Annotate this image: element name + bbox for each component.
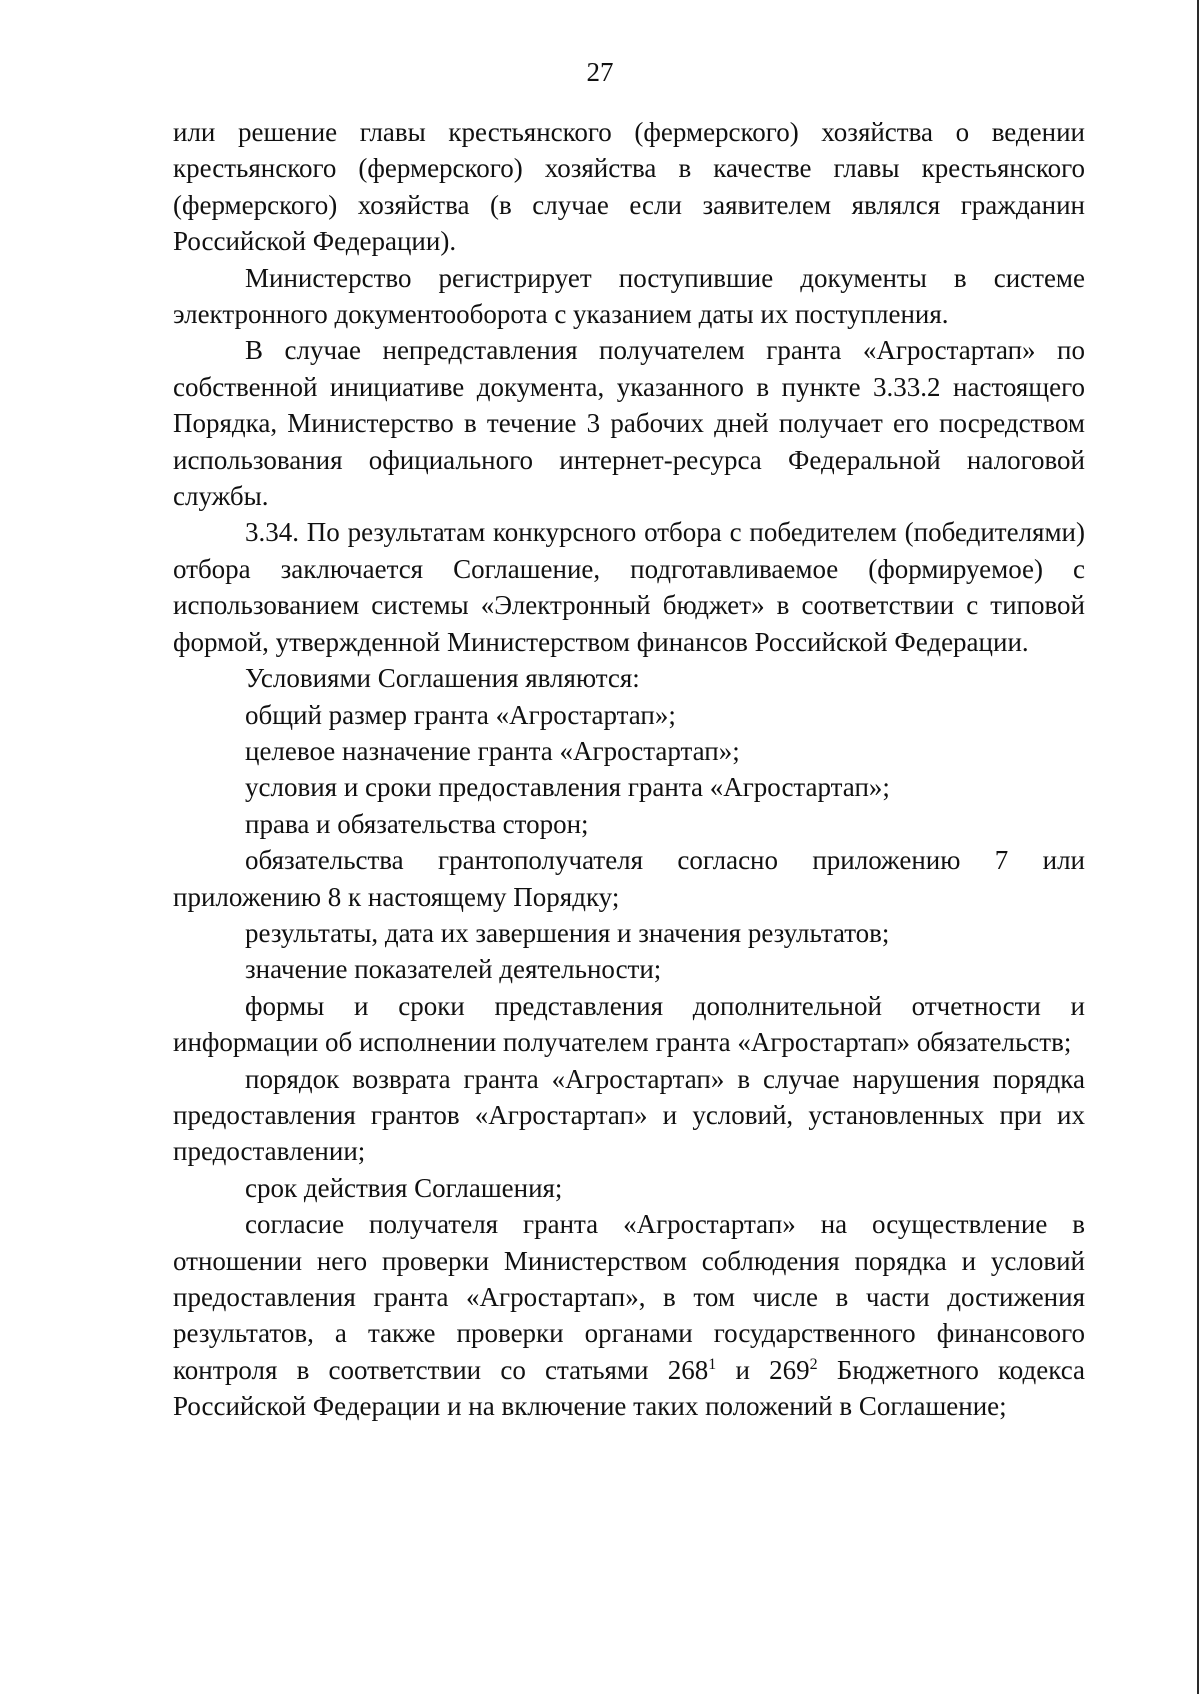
paragraph-document-request: В случае непредставления получателем гранта «Агростартап» по собственной инициативе документа, указанного в пункте 3.33.2 настоящего Порядка, Министерство в течение 3 рабочих дней получает его посредством использования официального интернет-ресурса Федеральной налоговой службы.: [173, 335, 1085, 512]
paragraph-application-decision: или решение главы крестьянского (фермерского) хозяйства о ведении крестьянского (фермерского) хозяйства в качестве главы крестьянского (фермерского) хозяйства (в случае если заявителем являлся гражданин Российской Федерации).: [173, 117, 1085, 257]
list-item-reporting-forms: формы и сроки представления дополнительной отчетности и информации об исполнении получателем гранта «Агростартап» обязательств;: [173, 990, 1085, 1058]
superscript-2: 2: [809, 1355, 818, 1373]
document-body: [173, 114, 1085, 1425]
inspection-consent-text-2: и 269: [716, 1354, 810, 1385]
superscript-1: 1: [708, 1355, 717, 1373]
paragraph-registration: Министерство регистрирует поступившие документы в системе электронного документооборота с указанием даты их поступления.: [173, 262, 1085, 330]
list-item-inspection-consent: [173, 1206, 1085, 1424]
paragraph-3-34-agreement: 3.34. По результатам конкурсного отбора с победителем (победителями) отбора заключается Соглашение, подготавливаемое (формируемое) с использованием системы «Электронный бюджет» в соответствии с типовой формой, утвержденной Министерством финансов Российской Федерации.: [173, 517, 1085, 657]
scan-edge-line: [1197, 0, 1199, 1694]
paragraph-agreement-conditions-heading: Условиями Соглашения являются:: [245, 663, 640, 694]
list-item-results: результаты, дата их завершения и значения результатов;: [245, 917, 890, 948]
page-number: 27: [586, 57, 614, 87]
list-item-grant-return: порядок возврата гранта «Агростартап» в случае нарушения порядка предоставления грантов «Агростартап» и условий, установленных при их предоставлении;: [173, 1063, 1085, 1167]
inspection-consent-text-1: согласие получателя гранта «Агростартап» на осуществление в отношении него проверки Министерством соблюдения порядка и условий предоставления гранта «Агростартап», в том числе в части достижения результатов, а также проверки органами государственного финансового контроля в соответствии со статьями 268: [173, 1209, 1085, 1385]
inspection-consent-text-3: Бюджетного кодекса Российской Федерации и на включение таких положений в Соглашение;: [173, 1354, 1085, 1422]
list-item-grant-terms: условия и сроки предоставления гранта «Агростартап»;: [245, 772, 890, 803]
list-item-agreement-term: срок действия Соглашения;: [245, 1172, 563, 1203]
list-item-grant-size: общий размер гранта «Агростартап»;: [245, 699, 676, 730]
list-item-rights-obligations: права и обязательства сторон;: [245, 808, 589, 839]
list-item-grantee-obligations: обязательства грантополучателя согласно приложению 7 или приложению 8 к настоящему Порядку;: [173, 845, 1085, 912]
list-item-grant-purpose: целевое назначение гранта «Агростартап»;: [245, 735, 740, 766]
list-item-performance-indicators: значение показателей деятельности;: [245, 954, 662, 985]
